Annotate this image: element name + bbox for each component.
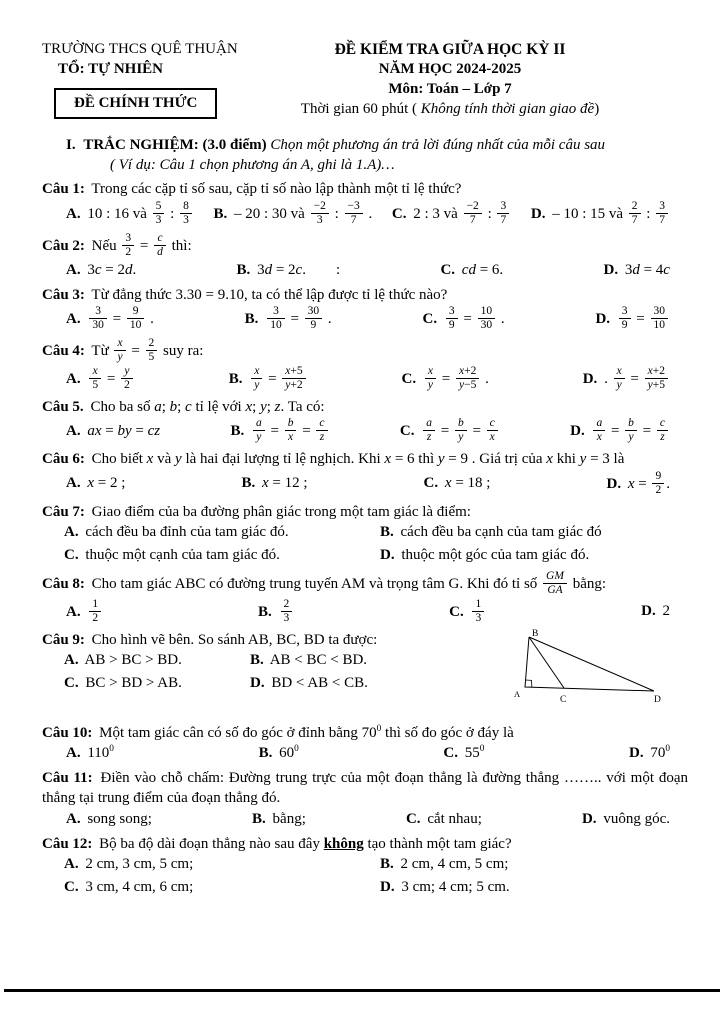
option-key: C.: [64, 879, 79, 896]
question-9-option-B: B. AB < BC < BD.: [250, 652, 368, 669]
option-key: C.: [64, 675, 79, 692]
question-7-options: [42, 522, 688, 566]
question-2-option-B: B. 3d = 2c. :: [236, 261, 341, 278]
fraction: $\frac{-3}{7}$: [345, 200, 363, 227]
school-year: NĂM HỌC 2024-2025: [378, 61, 522, 78]
option-key: D.: [581, 810, 597, 827]
question-12-option-A: A. 2 cm, 3 cm, 5 cm;: [64, 856, 194, 873]
question-11-option-B: B. bằng;: [252, 810, 306, 827]
question-12-option-C: C. 3 cm, 4 cm, 6 cm;: [64, 879, 194, 896]
fraction: $\frac{2}{7}$: [629, 200, 641, 227]
option-key: D.: [629, 745, 644, 762]
option-key: A.: [64, 856, 79, 873]
question-4-option-B: B. $\frac{x}{y}$ = $\frac{x+5}{y+2}$: [229, 366, 308, 393]
fraction: $\frac{b}{y}$: [625, 417, 637, 444]
option-key: A.: [66, 603, 81, 620]
question-8-option-A: [66, 599, 103, 626]
option-key: B.: [244, 311, 259, 328]
fraction: $\frac{1}{2}$: [89, 598, 101, 625]
fraction: $\frac{5}{3}$: [153, 200, 165, 227]
option-key: B.: [252, 810, 266, 827]
question-2: [42, 233, 688, 281]
question-12-label: Câu 12:: [42, 835, 93, 852]
fraction: $\frac{3}{30}$: [89, 305, 107, 332]
subject-line: Môn: Toán – Lớp 7: [388, 81, 512, 98]
question-4-option-D: D. . $\frac{x}{y}$ = $\frac{x+2}{y+5}$: [583, 366, 670, 393]
question-6-option-D: D. x = $\frac{9}{2}$ .: [606, 469, 670, 496]
questions-list: [42, 180, 688, 898]
question-9-option-C: C. BC > BD > AB.: [64, 675, 182, 692]
question-3-option-A: A. $\frac{3}{30}$ = $\frac{9}{10}$ .: [66, 305, 154, 332]
fraction: $\frac{GM}{GA}$: [543, 570, 567, 597]
option-key: B.: [380, 856, 394, 873]
section-title: TRẮC NGHIỆM: (3.0 điểm): [83, 136, 267, 153]
question-11-label: Câu 11:: [42, 770, 93, 787]
option-key: C.: [401, 370, 417, 387]
fraction: $\frac{9}{10}$: [127, 305, 145, 332]
option-key: A.: [64, 524, 79, 541]
question-6-option-B: B. x = 12 ;: [241, 475, 308, 492]
question-6-label: Câu 6:: [42, 451, 85, 468]
option-key: D.: [582, 370, 598, 387]
question-4-text: Câu 4: Từ $\frac{x}{y}$ = $\frac{2}{5}$ suy ra:: [42, 337, 204, 363]
option-key: A.: [66, 475, 81, 492]
duration-line: Thời gian 60 phút ( Không tính thời gian giao đề): [300, 101, 600, 118]
question-4-options: [42, 365, 688, 393]
question-1-label: Câu 1:: [42, 181, 85, 198]
question-2-label: Câu 2:: [42, 237, 85, 254]
option-key: B.: [213, 206, 228, 223]
fraction: $\frac{y}{2}$: [121, 365, 133, 392]
option-key: A.: [66, 261, 81, 278]
option-key: A.: [66, 422, 81, 439]
question-6-options: [42, 470, 688, 498]
fraction: $\frac{b}{y}$: [455, 417, 467, 444]
section-heading: [42, 136, 688, 156]
fraction: $\frac{a}{z}$: [423, 417, 435, 444]
question-8-text: Câu 8: Cho tam giác ABC có đường trung tuyến AM và trọng tâm G. Khi đó tỉ số $\frac{GM}{GA}$ bằng:: [42, 570, 607, 596]
option-key: A.: [66, 311, 81, 328]
option-key: B.: [236, 261, 251, 278]
option-key: B.: [380, 524, 394, 541]
header-right: [274, 40, 626, 120]
option-key: C.: [422, 311, 438, 328]
question-6-option-C: C. x = 18 ;: [423, 475, 491, 492]
question-1-option-B: B. – 20 : 30 và $\frac{-2}{3}$ : $\frac{-3}{7}$ .: [213, 200, 373, 227]
question-5-label: Câu 5.: [42, 398, 84, 415]
fraction: $\frac{x}{y}$: [251, 365, 262, 392]
question-9-text: Câu 9: Cho hình vẽ bên. So sánh AB, BC, BD ta được:: [42, 631, 378, 648]
question-1: [42, 180, 688, 228]
option-key: C.: [423, 475, 439, 492]
question-6-option-A: A. x = 2 ;: [66, 475, 126, 492]
option-key: B.: [230, 423, 245, 440]
fraction: $\frac{x+2}{y+5}$: [645, 365, 668, 392]
question-10-text: Câu 10: Một tam giác cân có số đo góc ở đỉnh bằng $70^0$ thì số đo góc ở đáy là: [42, 723, 514, 741]
question-11-text: Câu 11: Điền vào chỗ chấm: Đường trung trực của một đoạn thẳng là đường thẳng …….. với một đoạn thẳng tại trung điểm của đoạn thẳng đó.: [42, 770, 688, 806]
question-2-option-C: C. cd = 6.: [440, 261, 504, 278]
fraction: $\frac{1}{3}$: [472, 598, 484, 625]
question-12: [42, 835, 688, 898]
option-key: D.: [380, 547, 395, 564]
question-3: [42, 286, 688, 334]
question-12-option-B: B. 2 cm, 4 cm, 5 cm;: [380, 856, 509, 873]
option-key: C.: [391, 206, 407, 223]
fraction: $\frac{x+2}{y-5}$: [456, 365, 479, 392]
option-key: C.: [399, 423, 415, 440]
question-9-option-D: D. BD < AB < CB.: [250, 675, 368, 692]
option-key: C.: [449, 603, 464, 620]
fraction: $\frac{3}{7}$: [497, 200, 509, 227]
fraction: $\frac{x}{y}$: [614, 365, 625, 392]
option-key: B.: [250, 652, 264, 669]
question-12-text: Câu 12: Bộ ba độ dài đoạn thẳng nào sau đây không tạo thành một tam giác?: [42, 835, 512, 852]
question-5-option-A: A. ax = by = cz: [66, 422, 161, 439]
question-4-option-A: A. $\frac{x}{5}$ = $\frac{y}{2}$: [66, 366, 135, 393]
fraction: $\frac{30}{10}$: [651, 305, 669, 332]
option-key: B.: [258, 745, 273, 762]
option-key: C.: [440, 261, 456, 278]
question-9-label: Câu 9:: [42, 631, 85, 648]
question-7-option-D: D. thuộc một góc của tam giác đó.: [380, 547, 590, 564]
fraction: $\frac{c}{x}$: [487, 417, 498, 444]
option-key: D.: [250, 675, 265, 692]
option-key: D.: [606, 475, 622, 492]
exam-title: ĐỀ KIỂM TRA GIỮA HỌC KỲ II: [334, 41, 566, 58]
question-5-option-C: C. $\frac{a}{z}$ = $\frac{b}{y}$ = $\frac{c}{x}$: [400, 418, 500, 445]
fraction: $\frac{x+5}{y+2}$: [282, 365, 305, 392]
option-key: A.: [66, 810, 81, 827]
question-10: [42, 724, 688, 765]
fraction: $\frac{c}{z}$: [657, 417, 668, 444]
option-key: A.: [66, 370, 81, 387]
fraction: $\frac{-2}{7}$: [464, 200, 482, 227]
header-left: [42, 40, 274, 120]
question-10-option-A: A. $110^0$: [66, 744, 114, 762]
option-key: B.: [241, 475, 256, 492]
question-7-text: Câu 7: Giao điểm của ba đường phân giác trong một tam giác là điểm:: [42, 503, 471, 520]
fraction: $\frac{8}{3}$: [180, 200, 192, 227]
page-bottom-rule: [4, 989, 720, 992]
official-exam-label: ĐỀ CHÍNH THỨC: [74, 94, 198, 111]
department-name: TỔ: TỰ NHIÊN: [58, 60, 164, 77]
document-header: [42, 40, 688, 120]
option-key: D.: [595, 311, 611, 328]
question-2-option-A: A. 3c = 2d.: [66, 261, 137, 278]
question-7-option-B: B. cách đều ba cạnh của tam giác đó: [380, 524, 602, 541]
question-6-text: Câu 6: Cho biết x và y là hai đại lượng tỉ lệ nghịch. Khi x = 6 thì y = 9 . Giá trị của x khi y = 3 là: [42, 451, 625, 468]
option-key: C.: [64, 547, 79, 564]
question-1-options: [42, 200, 688, 228]
option-key: D.: [641, 603, 656, 620]
question-8-options: [42, 598, 688, 626]
question-5-option-B: B. $\frac{a}{y}$ = $\frac{b}{x}$ = $\frac{c}{z}$: [230, 418, 329, 445]
fraction: $\frac{2}{5}$: [146, 337, 158, 364]
question-3-text: Câu 3: Từ đẳng thức 3.30 = 9.10, ta có thể lập được tỉ lệ thức nào?: [42, 286, 448, 303]
option-key: B.: [257, 603, 272, 620]
question-5: [42, 398, 688, 446]
question-5-option-D: D. $\frac{a}{x}$ = $\frac{b}{y}$ = $\frac{c}{z}$: [570, 418, 670, 445]
option-key: D.: [530, 206, 546, 223]
section-example: ( Ví dụ: Câu 1 chọn phương án A, ghi là 1.A)…: [110, 156, 395, 173]
fraction: $\frac{x}{5}$: [89, 365, 101, 392]
question-1-option-D: D. – 10 : 15 và $\frac{2}{7}$ : $\frac{3}{7}$: [531, 201, 670, 228]
question-10-label: Câu 10:: [42, 724, 93, 741]
option-key: B.: [228, 370, 243, 387]
section-instruction: Chọn một phương án trả lời đúng nhất của mỗi câu sau: [270, 136, 606, 153]
question-10-option-D: D. $70^0$: [629, 744, 670, 762]
question-3-options: [42, 305, 688, 333]
question-1-option-A: A. 10 : 16 và $\frac{5}{3}$ : $\frac{8}{3}$: [66, 201, 194, 228]
question-9-option-A: A. AB > BC > BD.: [64, 652, 182, 669]
question-7: [42, 503, 688, 566]
question-8: [42, 571, 688, 626]
question-2-text: Câu 2: Nếu $\frac{3}{2}$ = $\frac{c}{d}$ thì:: [42, 231, 192, 258]
question-4-label: Câu 4:: [42, 342, 85, 359]
question-7-label: Câu 7:: [42, 503, 85, 520]
question-9: [42, 628, 688, 719]
fraction: $\frac{a}{y}$: [253, 417, 265, 444]
fraction: $\frac{3}{9}$: [446, 305, 458, 332]
question-8-option-C: [449, 599, 486, 626]
fraction: $\frac{30}{9}$: [305, 305, 323, 332]
fraction: $\frac{3}{2}$: [122, 232, 134, 259]
question-3-option-B: B. $\frac{3}{10}$ = $\frac{30}{9}$ .: [244, 305, 332, 332]
option-key: A.: [66, 745, 81, 762]
school-name: TRƯỜNG THCS QUÊ THUẬN: [42, 41, 238, 57]
question-11-option-A: A. song song;: [66, 810, 152, 827]
fraction: $\frac{b}{x}$: [285, 417, 297, 444]
question-5-options: [42, 417, 688, 445]
fraction: $\frac{-2}{3}$: [311, 200, 329, 227]
fraction: $\frac{c}{z}$: [316, 417, 327, 444]
question-8-option-B: [258, 599, 294, 626]
question-11-options: [42, 809, 688, 830]
question-11-option-C: C. cắt nhau;: [405, 810, 482, 827]
question-9-options: [42, 650, 492, 694]
question-3-option-C: C. $\frac{3}{9}$ = $\frac{10}{30}$ .: [422, 305, 505, 332]
fraction: $\frac{3}{10}$: [267, 305, 285, 332]
question-5-text: Câu 5. Cho ba số a; b; c tỉ lệ với x; y; z. Ta có:: [42, 398, 325, 415]
question-3-label: Câu 3:: [42, 286, 85, 303]
svg-text:A: A: [514, 688, 521, 699]
fraction: $\frac{2}{3}$: [281, 598, 293, 625]
question-7-option-C: C. thuộc một cạnh của tam giác đó.: [64, 547, 280, 564]
question-12-option-D: D. 3 cm; 4 cm; 5 cm.: [380, 879, 510, 896]
option-key: D.: [570, 423, 585, 440]
option-key: C.: [443, 745, 458, 762]
question-6: [42, 450, 688, 498]
question-1-option-C: C. 2 : 3 và $\frac{-2}{7}$ : $\frac{3}{7}$: [392, 201, 511, 228]
svg-text:D: D: [654, 694, 661, 705]
svg-text:B: B: [532, 628, 539, 639]
question-11: [42, 769, 688, 829]
question-8-label: Câu 8:: [42, 575, 85, 592]
question-11-option-D: D. vuông góc.: [581, 810, 670, 827]
question-3-option-D: D. $\frac{3}{9}$ = $\frac{30}{10}$: [595, 306, 670, 333]
fraction: $\frac{3}{9}$: [619, 305, 631, 332]
fraction: $\frac{9}{2}$: [652, 470, 664, 497]
section-number: I.: [66, 136, 76, 153]
question-12-options: [42, 854, 688, 898]
question-4: [42, 338, 688, 393]
option-key: D.: [380, 879, 395, 896]
option-key: A.: [66, 206, 81, 223]
question-7-option-A: A. cách đều ba đỉnh của tam giác đó.: [64, 524, 289, 541]
svg-text:C: C: [560, 694, 567, 705]
fraction: $\frac{3}{7}$: [656, 200, 668, 227]
fraction: $\frac{a}{x}$: [593, 417, 605, 444]
question-10-options: [42, 743, 688, 764]
question-2-options: [42, 260, 688, 281]
fraction: $\frac{10}{30}$: [478, 305, 496, 332]
question-2-option-D: D. 3d = 4c: [603, 261, 670, 278]
official-exam-box: [54, 88, 217, 120]
question-4-option-C: C. $\frac{x}{y}$ = $\frac{x+2}{y-5}$ .: [401, 364, 489, 391]
fraction: $\frac{x}{y}$: [425, 365, 436, 392]
fraction: $\frac{c}{d}$: [154, 232, 166, 259]
question-10-option-C: C. $55^0$: [443, 744, 485, 762]
question-10-option-B: B. $60^0$: [258, 744, 299, 762]
question-8-option-D: D. 2: [641, 603, 670, 620]
option-key: A.: [64, 652, 79, 669]
option-key: D.: [603, 261, 619, 278]
option-key: C.: [405, 810, 421, 827]
triangle-figure: [512, 627, 664, 718]
question-1-text: Câu 1: Trong các cặp tỉ số sau, cặp tỉ số nào lập thành một tỉ lệ thức?: [42, 181, 462, 198]
fraction: $\frac{x}{y}$: [114, 337, 125, 364]
